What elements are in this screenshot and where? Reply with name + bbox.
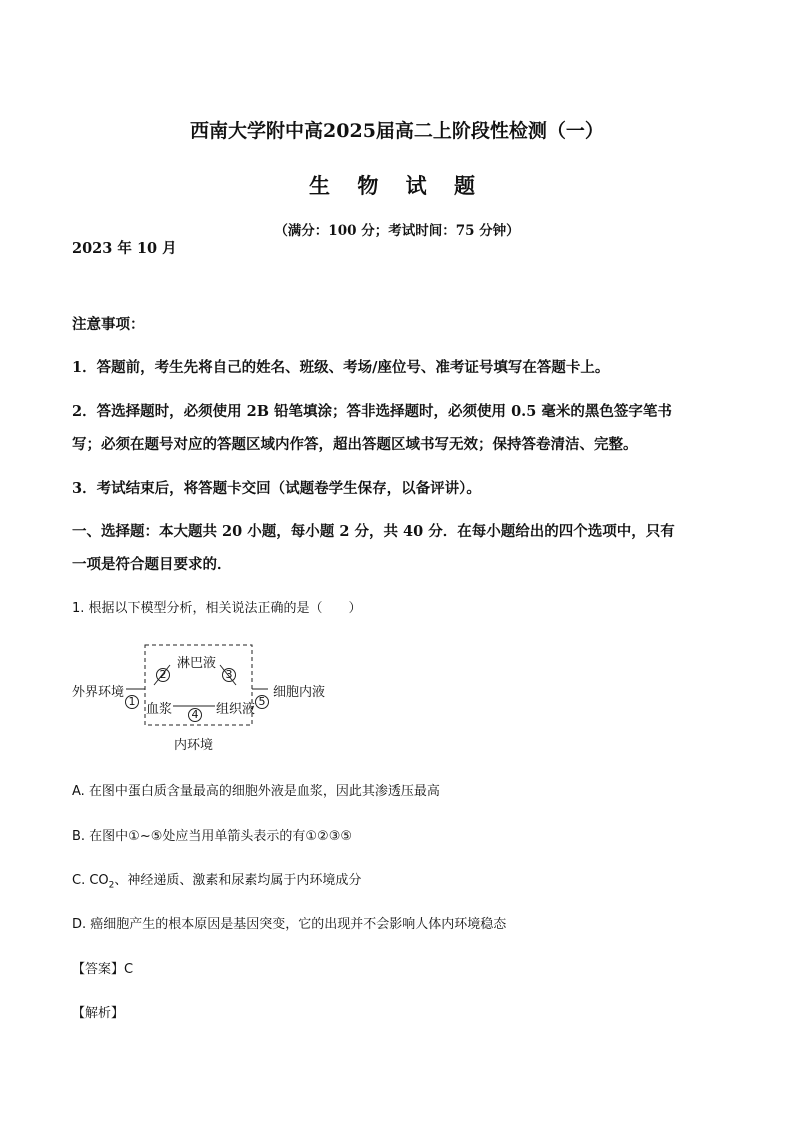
section-heading-line-2: 一项是符合题目要求的．	[72, 556, 232, 573]
marker-2: 2	[156, 668, 170, 682]
notes-item-2-line-1: 2．答选择题时，必须使用 2B 铅笔填涂；答非选择题时，必须使用 0.5 毫米的黑色签字笔书	[72, 403, 672, 420]
option-c-suffix: 、神经递质、激素和尿素均属于内环境成分	[114, 873, 362, 888]
notes-heading: 注意事项：	[72, 316, 145, 333]
exam-date: 2023 年 10 月	[72, 240, 177, 257]
option-c-subscript: 2	[108, 880, 115, 891]
page-title: 西南大学附中高2025届高二上阶段性检测（一）	[190, 120, 604, 142]
label-tissue-fluid: 组织液	[216, 702, 256, 717]
homeostasis-diagram	[70, 640, 360, 760]
question-1-stem: 1. 根据以下模型分析，相关说法正确的是（ ）	[72, 601, 362, 616]
label-inner-environment: 内环境	[174, 738, 214, 753]
label-external-environment: 外界环境	[72, 685, 125, 700]
answer-value: C	[124, 962, 134, 977]
marker-5: 5	[255, 695, 269, 709]
notes-item-1: 1．答题前，考生先将自己的姓名、班级、考场/座位号、准考证号填写在答题卡上。	[72, 359, 610, 376]
subject-title: 生 物 试 题	[309, 173, 485, 198]
label-plasma: 血浆	[146, 702, 173, 717]
marker-4: 4	[188, 708, 202, 722]
label-lymph: 淋巴液	[177, 656, 217, 671]
notes-item-3: 3．考试结束后，将答题卡交回（试题卷学生保存，以备评讲）。	[72, 480, 481, 497]
marker-3: 3	[222, 668, 236, 682]
section-heading-line-1: 一、选择题：本大题共 20 小题，每小题 2 分，共 40 分．在每小题给出的四个选项中，只有	[72, 523, 675, 540]
marker-1: 1	[125, 695, 139, 709]
option-c	[72, 869, 361, 891]
option-d: D. 癌细胞产生的根本原因是基因突变，它的出现并不会影响人体内环境稳态	[72, 917, 507, 932]
exam-meta: （满分：100 分；考试时间：75 分钟）	[274, 223, 520, 239]
label-intracellular-fluid: 细胞内液	[273, 685, 326, 700]
option-b: B. 在图中①~⑤处应当用单箭头表示的有①②③⑤	[72, 829, 353, 844]
analysis-label: 【解析】	[72, 1006, 125, 1021]
answer-label: 【答案】	[72, 962, 125, 977]
option-c-prefix: C. CO	[72, 873, 109, 888]
notes-item-2-line-2: 写；必须在题号对应的答题区域内作答，超出答题区域书写无效；保持答卷清洁、完整。	[72, 436, 638, 453]
answer	[72, 958, 133, 977]
option-a: A. 在图中蛋白质含量最高的细胞外液是血浆，因此其渗透压最高	[72, 784, 440, 799]
